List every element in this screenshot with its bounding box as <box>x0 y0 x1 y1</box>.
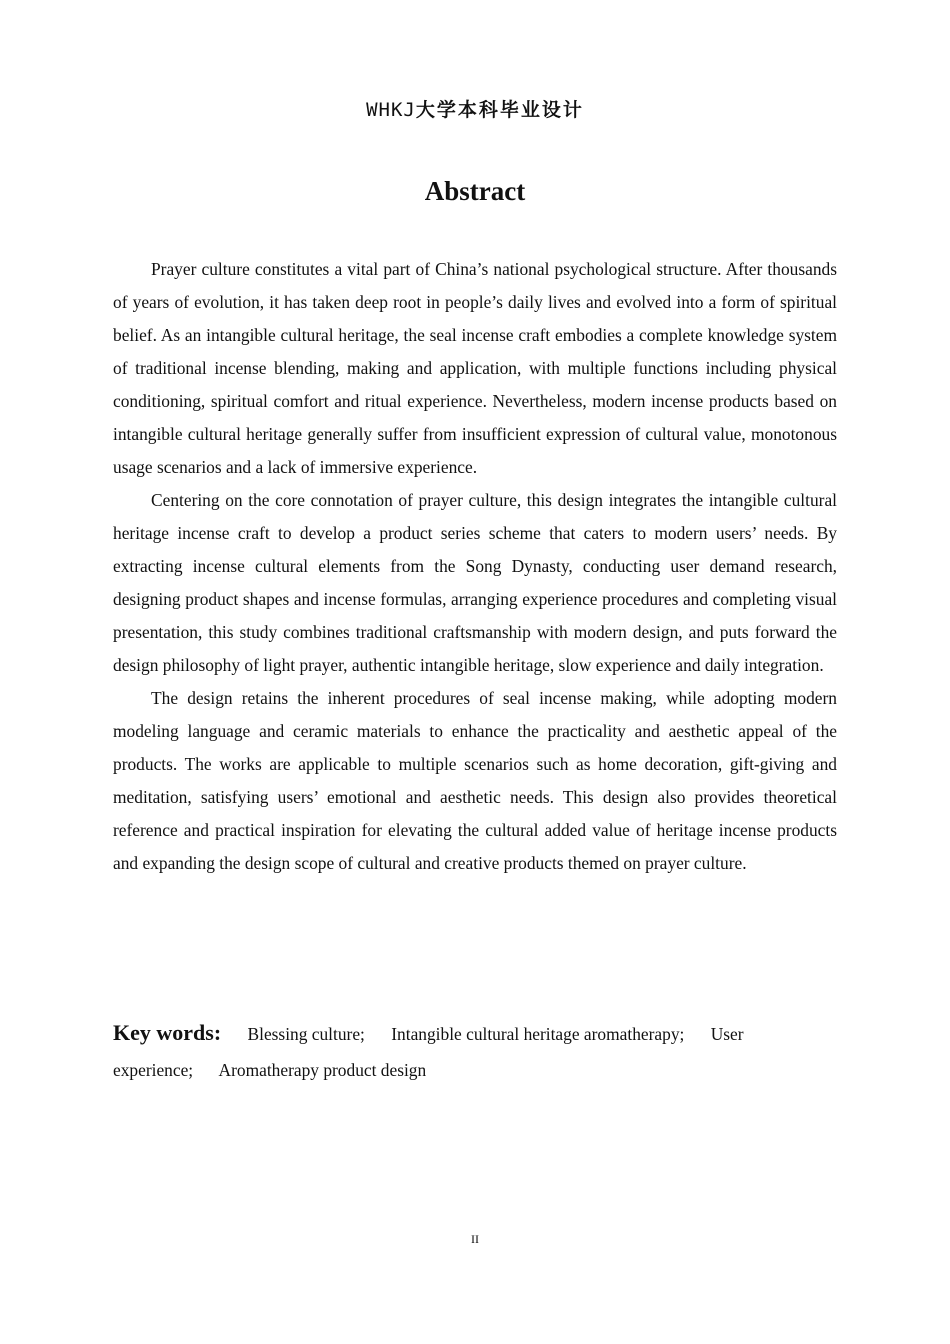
page-number: II <box>471 1232 479 1246</box>
abstract-title: Abstract <box>424 176 526 206</box>
running-header <box>0 95 950 122</box>
header-title-cn: 大学本科毕业设计 <box>415 99 584 121</box>
keyword-item: Aromatherapy product design <box>218 1060 427 1080</box>
abstract-body <box>113 253 837 880</box>
keyword-item: Intangible cultural heritage aromatherapy; <box>391 1024 685 1044</box>
abstract-paragraph-3: The design retains the inherent procedures of seal incense making, while adopting modern modeling language and ceramic materials to enhance the practicality and aesthetic appeal of the products. The works are applicable to multiple scenarios such as home decoration, gift-giving and meditation, satisfying users’ emotional and aesthetic needs. This design also provides theoretical reference and practical inspiration for elevating the cultural added value of heritage incense products and expanding the design scope of cultural and creative products themed on prayer culture. <box>113 688 837 873</box>
keywords-label: Key words: <box>113 1020 222 1045</box>
keyword-item: User experience; <box>113 1024 744 1080</box>
keywords-section <box>113 1015 837 1088</box>
abstract-paragraph-2: Centering on the core connotation of prayer culture, this design integrates the intangible cultural heritage incense craft to develop a product series scheme that caters to modern users’ needs. By extracting incense cultural elements from the Song Dynasty, conducting user demand research, designing product shapes and incense formulas, arranging experience procedures and completing visual presentation, this study combines traditional craftsmanship with modern design, and puts forward the design philosophy of light prayer, authentic intangible heritage, slow experience and daily integration. <box>113 490 837 675</box>
keyword-item: Blessing culture; <box>247 1024 365 1044</box>
abstract-paragraph-1: Prayer culture constitutes a vital part of China’s national psychological structure. After thousands of years of evolution, it has taken deep root in people’s daily lives and evolved into a form of spiritual belief. As an intangible cultural heritage, the seal incense craft embodies a complete knowledge system of traditional incense blending, making and application, with multiple functions including physical conditioning, spiritual comfort and ritual experience. Nevertheless, modern incense products based on intangible cultural heritage generally suffer from insufficient expression of cultural value, monotonous usage scenarios and a lack of immersive experience. <box>113 259 837 477</box>
header-prefix: WHKJ <box>366 99 416 121</box>
